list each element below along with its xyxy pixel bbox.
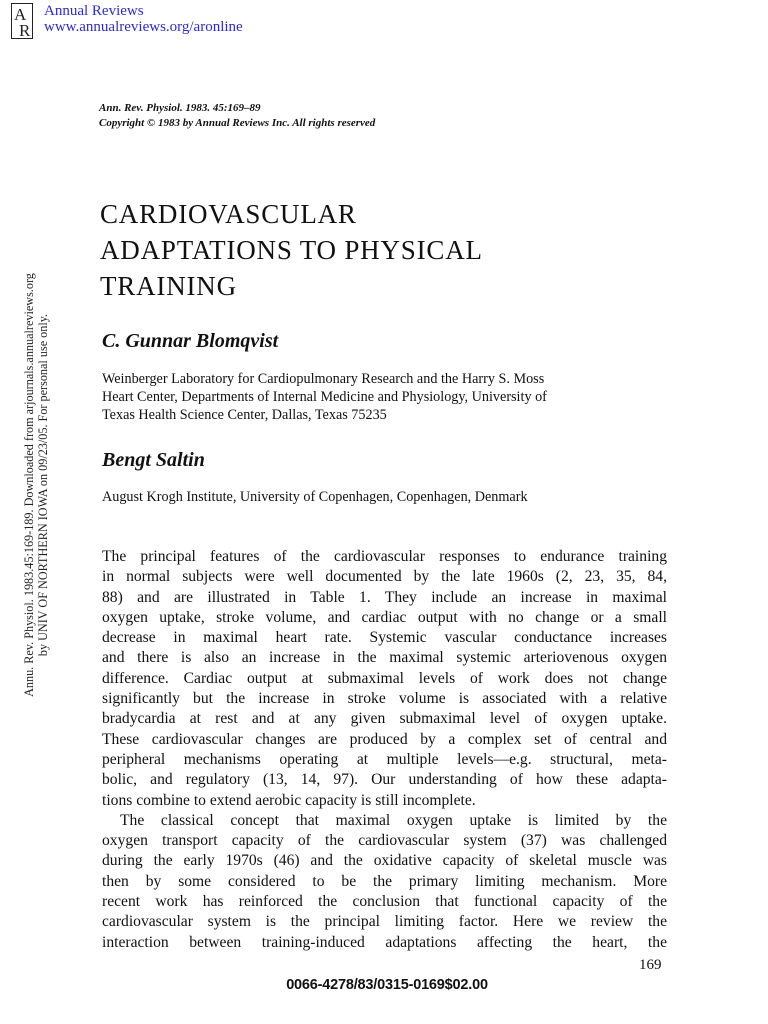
text-line: interaction between training-induced adaptations affecting the heart, the (102, 933, 667, 951)
text-line: bradycardia at rest and at any given submaximal level of oxygen uptake. (102, 710, 667, 728)
text-line: oxygen uptake, stroke volume, and cardiac output with no change or a small (102, 608, 667, 626)
download-side-note (22, 225, 50, 745)
text-line: during the early 1970s (46) and the oxidative capacity of skeletal muscle was (102, 852, 667, 870)
text-line: The classical concept that maximal oxygen uptake is limited by the (120, 811, 667, 829)
svg-text:R: R (19, 21, 31, 39)
affiliation-line: Weinberger Laboratory for Cardiopulmonary Research and the Harry S. Moss (102, 371, 545, 387)
text-line: decrease in maximal heart rate. Systemic vascular conductance increases (102, 629, 667, 647)
article-body (102, 547, 667, 953)
title-line: CARDIOVASCULAR (100, 199, 357, 229)
url-link[interactable]: www.annualreviews.org/aronline (44, 19, 243, 35)
page-number: 169 (639, 957, 662, 973)
footer-code (0, 977, 768, 993)
text-line: recent work has reinforced the conclusion that functional capacity of the (102, 893, 667, 911)
annual-reviews-logo (11, 3, 33, 39)
text-line: significantly but the increase in stroke volume is associated with a relative (102, 690, 667, 708)
author-affiliation (102, 488, 528, 506)
paragraph-2 (102, 811, 667, 953)
publisher-link[interactable]: Annual Reviews (44, 3, 144, 19)
paragraph-1 (102, 547, 667, 811)
author-name: Bengt Saltin (102, 449, 205, 471)
author-name: C. Gunnar Blomqvist (102, 330, 279, 352)
author-affiliation (102, 370, 547, 424)
text-line: The principal features of the cardiovascular responses to endurance training (102, 548, 667, 565)
text-line: 88) and are illustrated in Table 1. They include an increase in maximal (102, 588, 667, 606)
text-line: and there is also an increase in the maximal systemic arteriovenous oxygen (102, 649, 667, 667)
text-line: then by some considered to be the primary limiting mechanism. More (102, 872, 667, 890)
text-line: These cardiovascular changes are produced by a complex set of central and (102, 730, 667, 748)
text-line: oxygen transport capacity of the cardiovascular system (37) was challenged (102, 832, 667, 850)
text-line: cardiovascular system is the principal limiting factor. Here we review the (102, 913, 667, 931)
title-line: ADAPTATIONS TO PHYSICAL (100, 235, 483, 265)
side-note-line: by UNIV OF NORTHERN IOWA on 09/23/05. For personal use only. (36, 313, 50, 657)
copyright-line: Copyright © 1983 by Annual Reviews Inc. All rights reserved (99, 117, 376, 129)
text-line: in normal subjects were well documented by the late 1960s (2, 23, 35, 84, (102, 568, 667, 586)
text-line: difference. Cardiac output at submaximal levels of work does not change (102, 669, 667, 687)
affiliation-line: Texas Health Science Center, Dallas, Texas 75235 (102, 407, 387, 423)
journal-citation: Ann. Rev. Physiol. 1983. 45:169–89 (99, 102, 261, 114)
article-title (100, 196, 660, 304)
text-line: peripheral mechanisms operating at multiple levels—e.g. structural, meta- (102, 750, 667, 768)
svg-text:A: A (14, 5, 27, 24)
citation-header (99, 101, 375, 131)
affiliation-line: Heart Center, Departments of Internal Medicine and Physiology, University of (102, 389, 547, 405)
article-code: 0066-4278/83/0315-0169$02.00 (286, 977, 488, 993)
text-line: bolic, and regulatory (13, 14, 97). Our understanding of how these adapta- (102, 771, 667, 789)
source-block (44, 3, 243, 35)
side-note-line: Annu. Rev. Physiol. 1983.45:169-189. Downloaded from arjournals.annualreviews.org (22, 273, 36, 697)
text-line: tions combine to extend aerobic capacity is still incomplete. (102, 791, 476, 809)
affiliation-line: August Krogh Institute, University of Copenhagen, Copenhagen, Denmark (102, 489, 528, 505)
title-line: TRAINING (100, 271, 237, 301)
